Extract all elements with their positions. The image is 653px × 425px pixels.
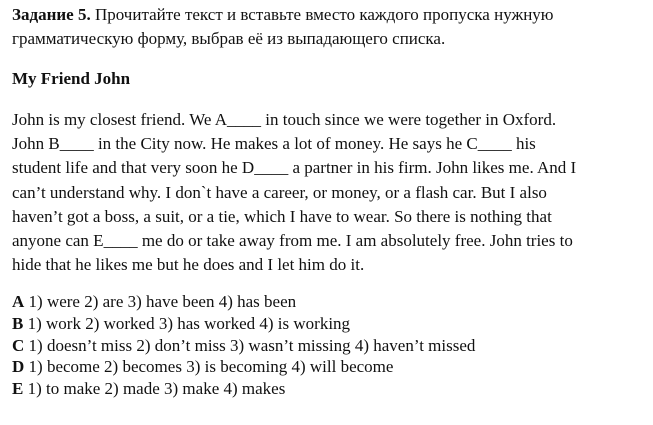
passage-line: haven’t got a boss, a suit, or a tie, which I have to wear. So there is nothing that [12, 206, 552, 226]
document-page [12, 3, 647, 399]
option-choices: 1) become 2) becomes 3) is becoming 4) will become [24, 357, 394, 377]
task-label: Задание 5. [12, 5, 91, 24]
answer-options [12, 291, 647, 399]
passage-line: student life and that very soon he D____ a partner in his firm. John likes me. And I [12, 158, 577, 178]
option-letter: A [12, 292, 25, 312]
option-choices: 1) to make 2) made 3) make 4) makes [23, 378, 286, 398]
option-row-b [12, 313, 647, 335]
option-choices: 1) work 2) worked 3) has worked 4) is working [23, 314, 351, 334]
option-row-d [12, 356, 647, 378]
passage-line: can’t understand why. I don`t have a career, or money, or a flash car. But I also [12, 182, 547, 202]
passage-line: hide that he likes me but he does and I let him do it. [12, 255, 365, 275]
option-letter: B [12, 314, 24, 334]
option-choices: 1) doesn’t miss 2) don’t miss 3) wasn’t missing 4) haven’t missed [24, 335, 476, 355]
task-instruction [12, 3, 647, 51]
passage-line: John B____ in the City now. He makes a lot of money. He says he C____ his [12, 134, 536, 154]
option-row-e [12, 378, 647, 400]
passage-line: anyone can E____ me do or take away from me. I am absolutely free. John tries to [12, 231, 573, 251]
task-instruction-text: Прочитайте текст и вставьте вместо каждого пропуска нужную грамматическую форму, выбрав её из выпадающего списка. [12, 5, 554, 48]
story-title: My Friend John [12, 69, 131, 88]
option-letter: C [12, 335, 25, 355]
option-row-a [12, 291, 647, 313]
option-row-c [12, 335, 647, 357]
option-letter: E [12, 378, 24, 398]
passage-line: John is my closest friend. We A____ in touch since we were together in Oxford. [12, 110, 557, 129]
option-choices: 1) were 2) are 3) have been 4) has been [24, 292, 297, 312]
option-letter: D [12, 357, 25, 377]
story-passage [12, 108, 647, 277]
